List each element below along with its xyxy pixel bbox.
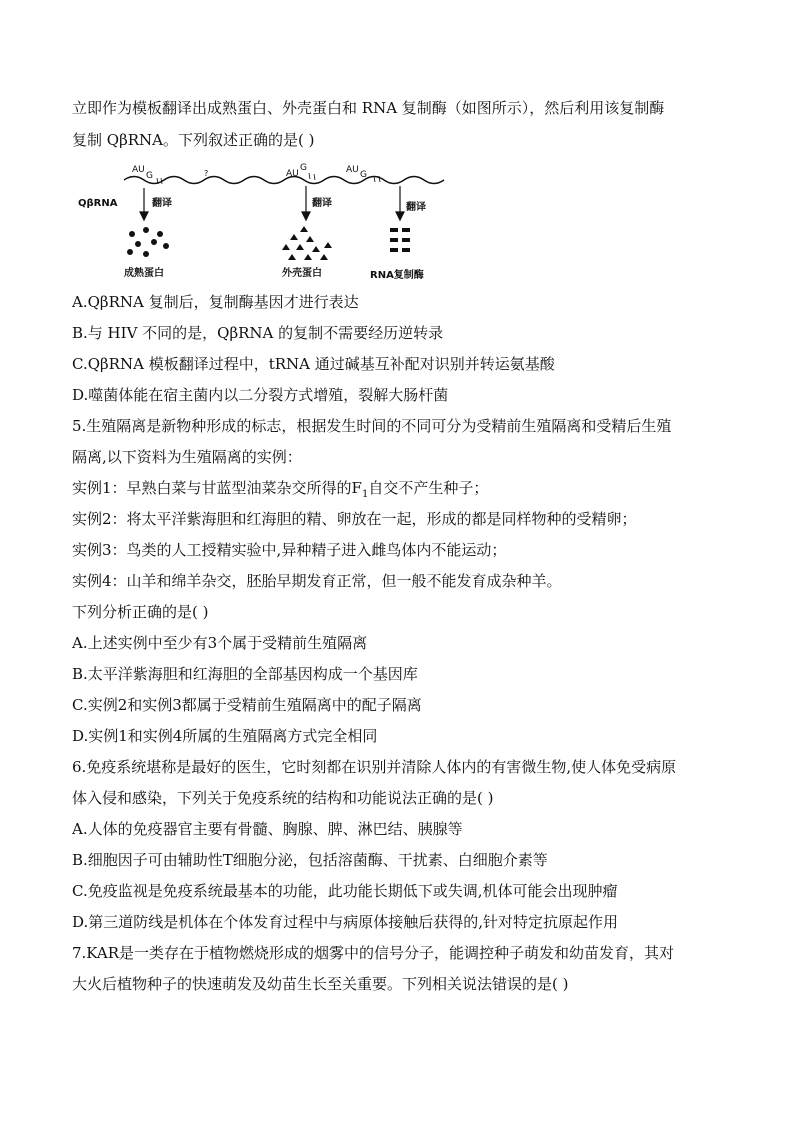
- translate-label-2: 翻译: [312, 198, 332, 209]
- q4-stem-line2: 复制 QβRNA。下列叙述正确的是( ): [72, 131, 315, 149]
- product-label-mature-protein: 成熟蛋白: [124, 268, 164, 279]
- start-codon-2-b: G: [300, 163, 307, 173]
- start-codon-1-b: G: [146, 171, 153, 181]
- q6-stem-line2: 体入侵和感染，下列关于免疫系统的结构和功能说法正确的是( ): [72, 789, 494, 807]
- q5-question: 下列分析正确的是( ): [72, 603, 209, 621]
- q5-option-b: B.太平洋紫海胆和红海胆的全部基因构成一个基因库: [72, 665, 418, 683]
- start-codon-3-b: G: [360, 170, 367, 180]
- q7-stem-line2: 大火后植物种子的快速萌发及幼苗生长至关重要。下列相关说法错误的是( ): [72, 975, 569, 993]
- q5-option-c: C.实例2和实例3都属于受精前生殖隔离中的配子隔离: [72, 696, 422, 714]
- q6-stem-line1: 6.免疫系统堪称是最好的医生，它时刻都在识别并清除人体内的有害微生物,使人体免受病原: [72, 758, 677, 776]
- translate-label-3: 翻译: [406, 202, 426, 213]
- q5-stem-line2: 隔离,以下资料为生殖隔离的实例：: [72, 448, 302, 466]
- mid-mark: ?: [204, 169, 209, 178]
- q4-option-a: A.QβRNA 复制后，复制酶基因才进行表达: [72, 293, 359, 311]
- q6-option-a: A.人体的免疫器官主要有骨髓、胸腺、脾、淋巴结、胰腺等: [72, 820, 463, 838]
- q5-option-a: A.上述实例中至少有3个属于受精前生殖隔离: [72, 634, 368, 652]
- replicase-bars: [390, 228, 410, 252]
- q7-stem-line1: 7.KAR是一类存在于植物燃烧形成的烟雾中的信号分子，能调控种子萌发和幼苗发育，其对: [72, 944, 675, 962]
- q5-example-1: [72, 478, 488, 498]
- q6-option-c: C.免疫监视是免疫系统最基本的功能，此功能长期低下或失调,机体可能会出现肿瘤: [72, 882, 618, 900]
- q6-option-d: D.第三道防线是机体在个体发育过程中与病原体接触后获得的,针对特定抗原起作用: [72, 913, 619, 931]
- q5-example-3: 实例3：鸟类的人工授精实验中,异种精子进入雌鸟体内不能运动；: [72, 541, 507, 559]
- q5-stem-line1: 5.生殖隔离是新物种形成的标志，根据发生时间的不同可分为受精前生殖隔离和受精后生殖: [72, 417, 672, 435]
- q4-option-b: B.与 HIV 不同的是，QβRNA 的复制不需要经历逆转录: [72, 324, 444, 342]
- q5-option-d: D.实例1和实例4所属的生殖隔离方式完全相同: [72, 727, 378, 745]
- q4-option-c: C.QβRNA 模板翻译过程中，tRNA 通过碱基互补配对识别并转运氨基酸: [72, 355, 555, 373]
- q4-stem-line1: 立即作为模板翻译出成熟蛋白、外壳蛋白和 RNA 复制酶（如图所示），然后利用该复制酶: [72, 99, 665, 117]
- q5-example-1-text-b: 自交不产生种子；: [368, 479, 489, 497]
- translate-label-1: 翻译: [152, 198, 172, 209]
- q5-example-2: 实例2：将太平洋紫海胆和红海胆的精、卵放在一起，形成的都是同样物种的受精卵；: [72, 510, 637, 528]
- rna-strand: [124, 177, 444, 184]
- start-codon-1-a: AU: [132, 165, 145, 175]
- q5-example-4: 实例4：山羊和绵羊杂交，胚胎早期发育正常，但一般不能发育成杂种羊。: [72, 572, 562, 590]
- q4-option-d: D.噬菌体能在宿主菌内以二分裂方式增殖，裂解大肠杆菌: [72, 386, 449, 404]
- product-label-replicase: RNA复制酶: [370, 270, 424, 281]
- q6-option-b: B.细胞因子可由辅助性T细胞分泌，包括溶菌酶、干扰素、白细胞介素等: [72, 851, 548, 869]
- start-codon-3-a: AU: [346, 165, 359, 175]
- mature-protein-dots: [127, 227, 169, 257]
- qbeta-rna-translation-diagram: [74, 158, 474, 282]
- q5-example-1-text-a: 实例1：早熟白菜与甘蓝型油菜杂交所得的F: [72, 479, 362, 497]
- start-codon-2-a: AU: [286, 169, 299, 179]
- q5-example-1-subscript: 1: [361, 489, 369, 500]
- rna-label: QβRNA: [78, 198, 118, 209]
- coat-protein-triangles: [282, 226, 332, 260]
- product-label-coat-protein: 外壳蛋白: [282, 268, 322, 279]
